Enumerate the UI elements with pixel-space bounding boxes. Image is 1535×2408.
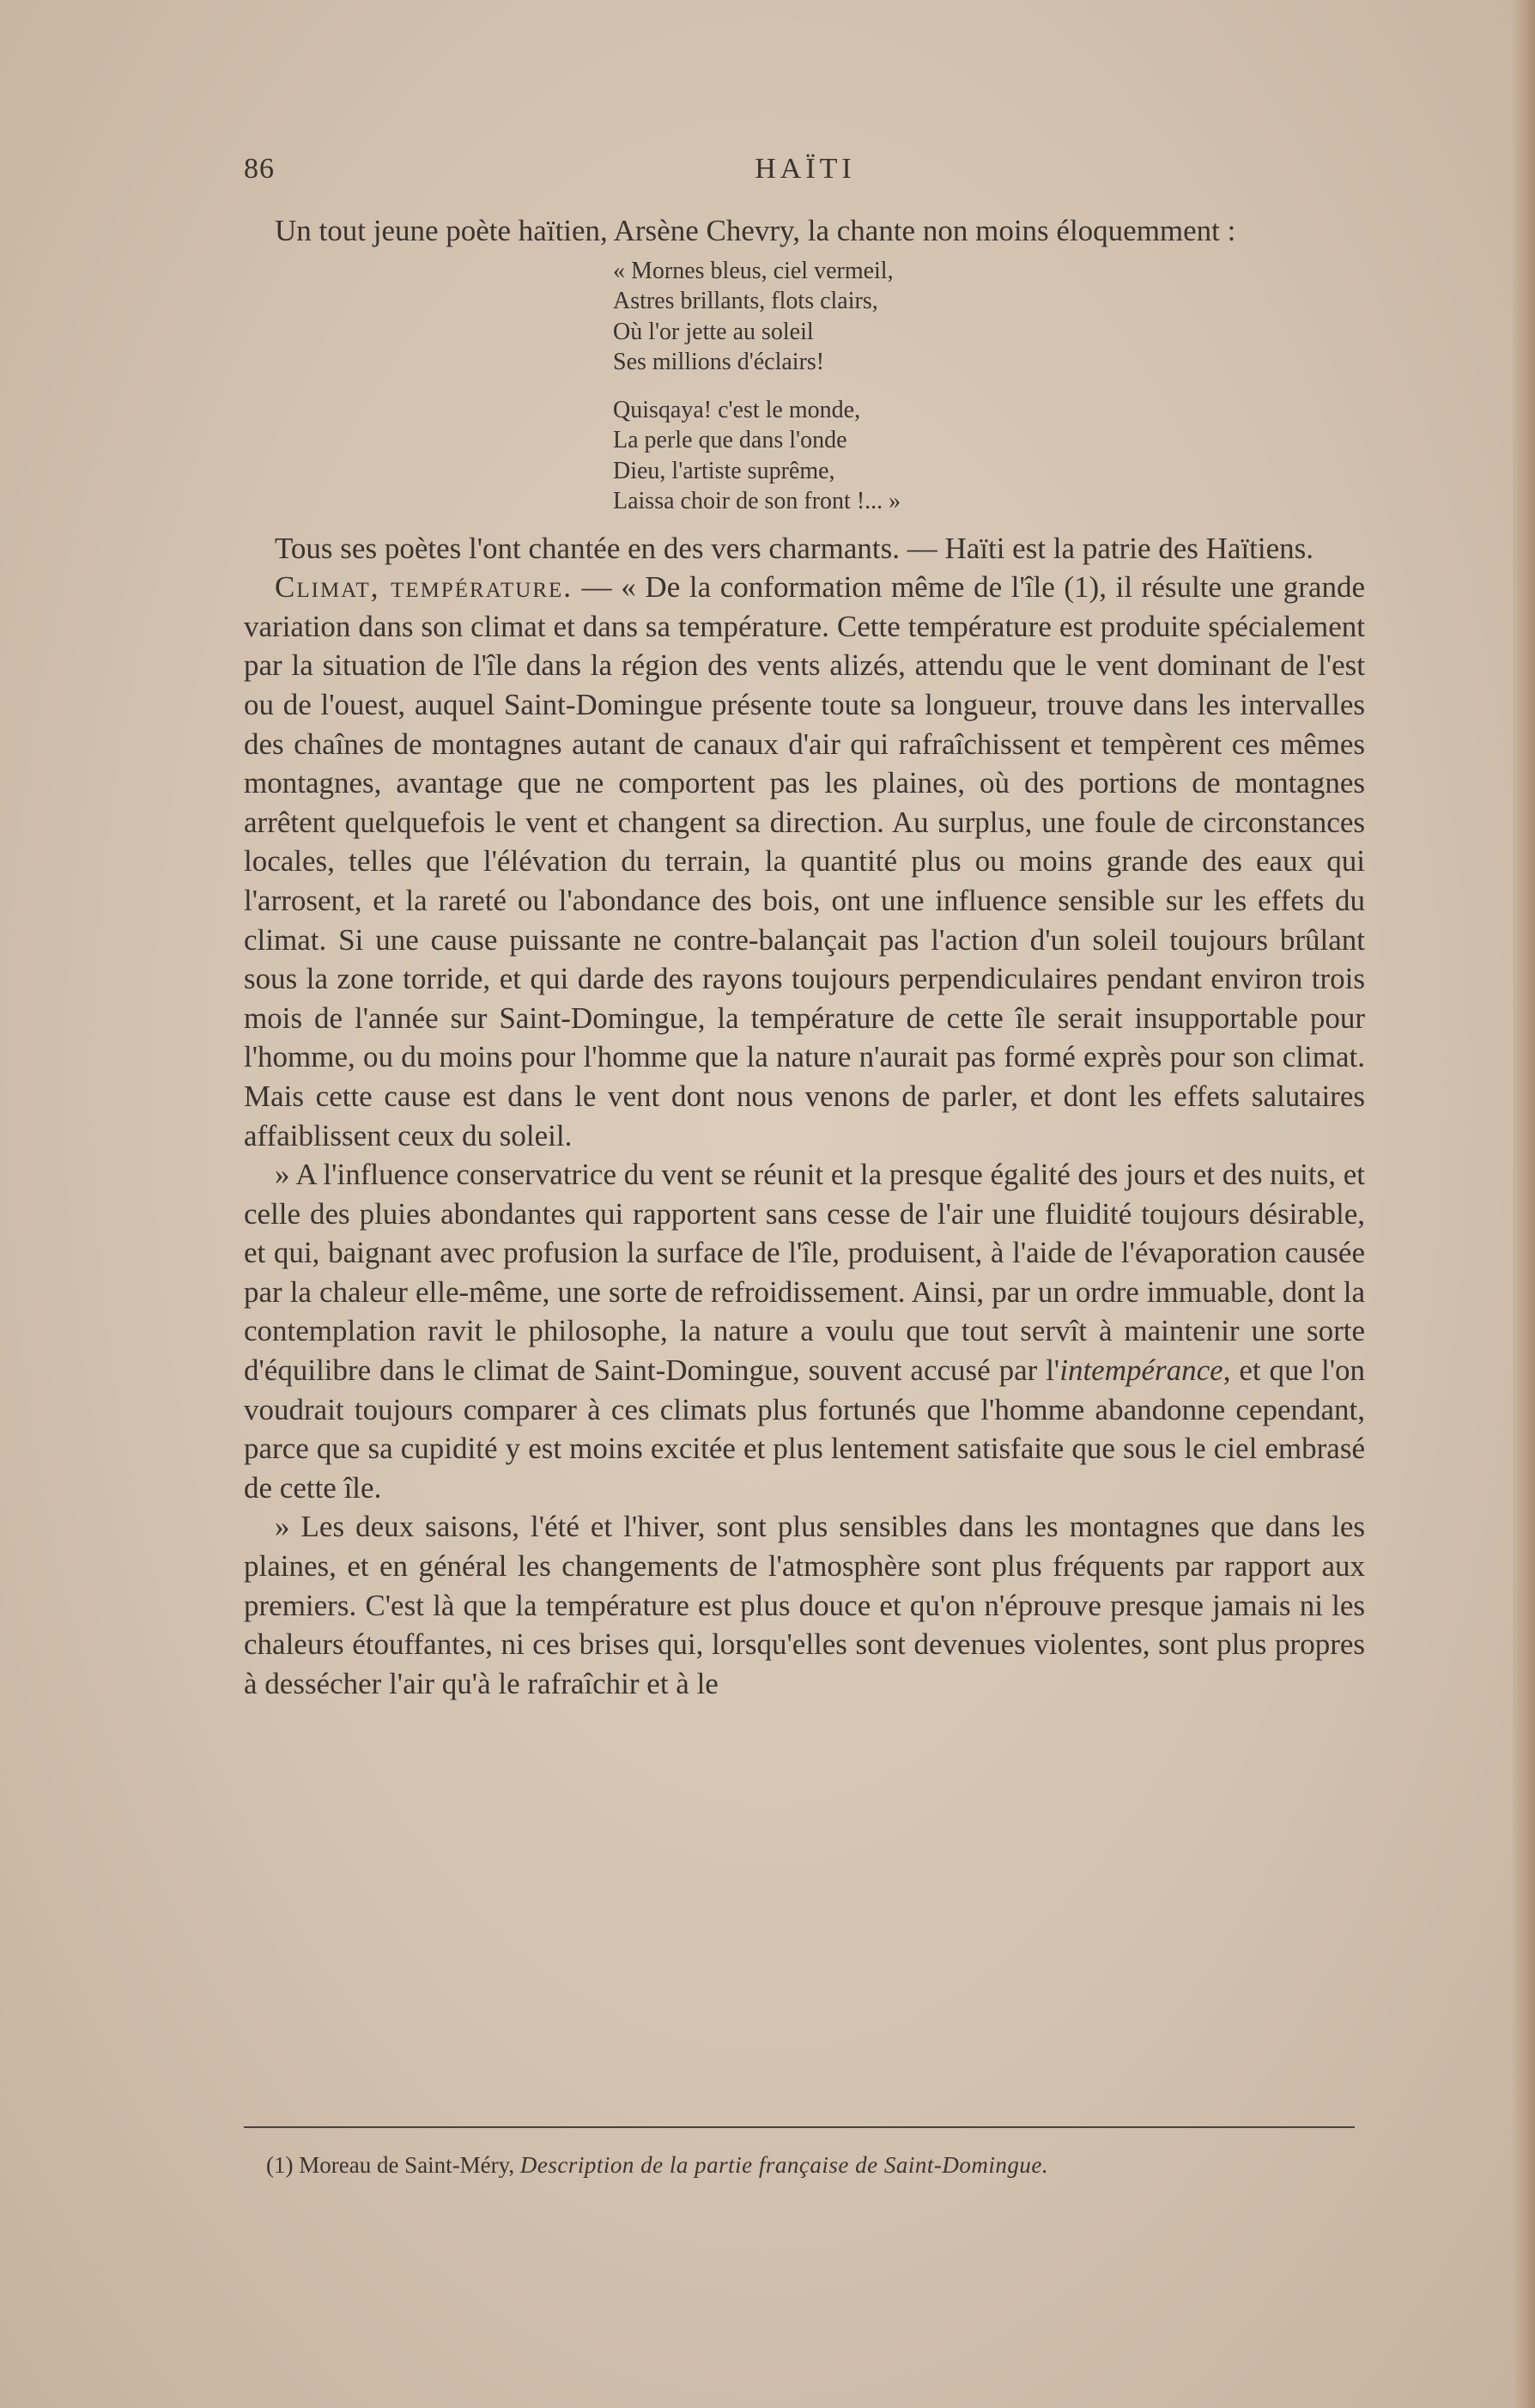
running-title: HAÏTI	[755, 153, 856, 185]
poem-stanza-1	[613, 256, 1365, 378]
poem-line: Dieu, l'artiste suprême,	[613, 457, 835, 484]
page-edge	[1513, 0, 1535, 2408]
body-text	[244, 211, 1365, 1703]
paragraph-3: » Les deux saisons, l'été et l'hiver, sont plus sensibles dans les montagnes que dans les plaines, et en général les changements de l'atmosphère sont plus fréquents par rapport aux premiers. C'est là que la température est plus douce et qu'on n'éprouve presque jamais ni les chaleurs étouffantes, ni ces brises qui, lorsqu'elles sont devenues violentes, sont plus propres à dessécher l'air qu'à le rafraîchir et à le	[244, 1510, 1365, 1700]
footnote-author: Moreau de Saint-Méry,	[293, 2152, 520, 2178]
footnote-title: Description de la partie française de Saint-Domingue.	[519, 2152, 1049, 2178]
poem-line: La perle que dans l'onde	[613, 427, 847, 454]
page-number: 86	[244, 153, 275, 185]
footnote-rule	[244, 2126, 1355, 2128]
poem-line: « Mornes bleus, ciel vermeil,	[613, 257, 894, 284]
poem-line: Ses millions d'éclairs!	[613, 349, 825, 376]
climat-text: — « De la conformation même de l'île (1), il résulte une grande variation dans son climat et dans sa température. Cette température est produite spécialement par la situation de l'île dans la région des vents alizés, attendu que le vent dominant de l'est ou de l'ouest, auquel Saint-Domingue présente toute sa longueur, trouve dans les intervalles des chaînes de montagnes autant de canaux d'air qui rafraîchissent et tempèrent ces mêmes montagnes, avantage que ne comportent pas les plaines, où des portions de montagnes arrêtent quelquefois le vent et changent sa direction. Au surplus, une foule de circonstances locales, telles que l'élévation du terrain, la quantité plus ou moins grande des eaux qui l'arrosent, et la rareté ou l'abondance des bois, ont une influence sensible sur les effets du climat. Si une cause puissante ne contre-balançait pas l'action d'un soleil toujours brûlant sous la zone torride, et qui darde des rayons toujours perpendiculaires pendant environ trois mois de l'année sur Saint-Domingue, la température de cette île serait insupportable pour l'homme, ou du moins pour l'homme que la nature n'aurait pas formé exprès pour son climat. Mais cette cause est dans le vent dont nous venons de parler, et dont les effets salutaires affaiblissent ceux du soleil.	[244, 570, 1365, 1152]
paragraph-2-text-a: » A l'influence conservatrice du vent se réunit et la presque égalité des jours et des nuits, et celle des pluies abondantes qui rapportent sans cesse de l'air une fluidité toujours désirable, et qui, baignant avec profusion la surface de l'île, produisent, à l'aide de l'évaporation causée par la chaleur elle-même, une sorte de refroidissement. Ainsi, par un ordre immuable, dont la contemplation ravit le philosophe, la nature a voulu que tout servît à maintenir une sorte d'équilibre dans le climat de Saint-Domingue, souvent accusé par l'	[244, 1158, 1365, 1388]
footnote-marker: (1)	[266, 2152, 294, 2178]
climat-paragraph	[244, 568, 1365, 1155]
intro-paragraph: Un tout jeune poète haïtien, Arsène Chevry, la chante non moins éloquemment :	[275, 214, 1236, 247]
poem-line: Où l'or jette au soleil	[613, 318, 814, 345]
footnote	[266, 2150, 1365, 2180]
section-heading: Climat, température.	[275, 570, 573, 605]
poem-line: Laissa choir de son front !... »	[613, 488, 901, 515]
running-header	[244, 153, 1367, 196]
poem-line: Astres brillants, flots clairs,	[613, 288, 878, 315]
poem-line: Quisqaya! c'est le monde,	[613, 396, 861, 423]
after-poem-paragraph: Tous ses poètes l'ont chantée en des vers charmants. — Haïti est la patrie des Haïtiens.	[275, 531, 1314, 565]
paragraph-2	[244, 1155, 1365, 1507]
poem	[613, 256, 1365, 517]
paragraph-2-text-b: , et que l'on voudrait toujours comparer à ces climats plus fortunés que l'homme abandonne cependant, parce que sa cupidité y est moins excitée et plus lentement satisfaite que sous le ciel embrasé de cette île.	[244, 1353, 1366, 1505]
poem-stanza-2	[613, 395, 1365, 517]
italic-term: intempérance	[1059, 1353, 1223, 1388]
